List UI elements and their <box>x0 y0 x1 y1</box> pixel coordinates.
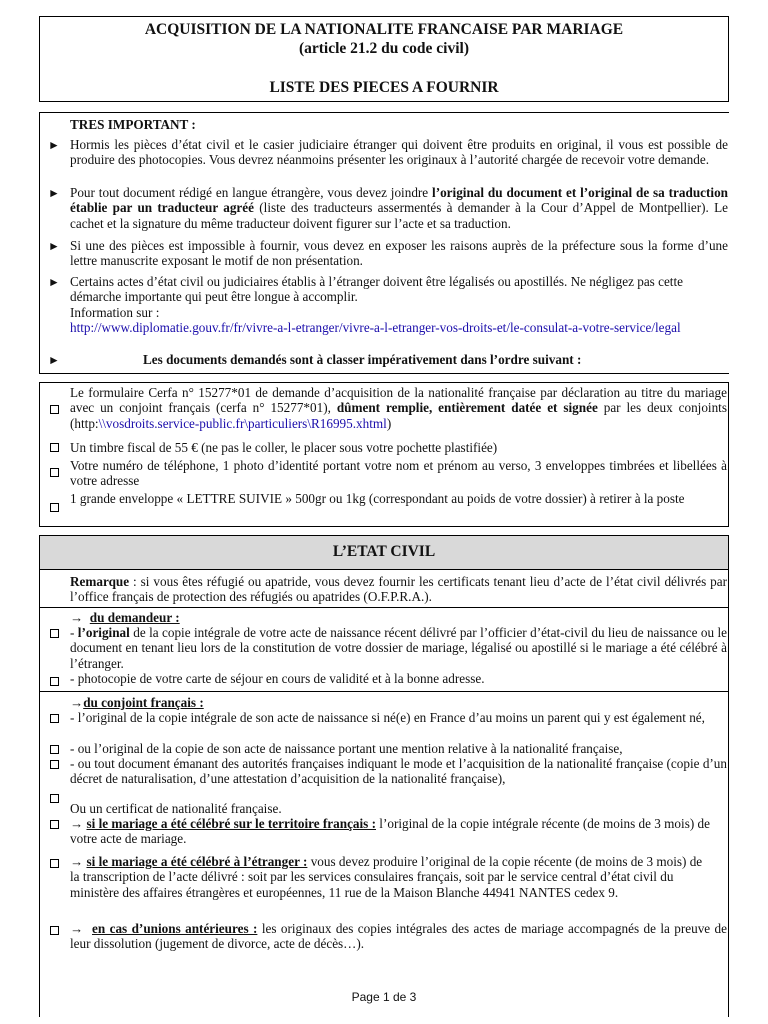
order-instruction: Les documents demandés sont à classer impérativement dans l’ordre suivant : <box>143 352 582 367</box>
conjoint-title: du conjoint français : <box>83 695 204 710</box>
important-item-4: Certains actes d’état civil ou judiciaires établis à l’étranger doivent être légalisés ou apostillés. Ne négligez pas cette démarche importante qui peut être longue à accomplir. <box>70 274 683 305</box>
unions-text: les originaux des copies intégrales des actes de mariage accompagnés de la preuve de leur dissolution (jugement de divorce, acte de décès…). <box>70 921 727 952</box>
arrow-icon: → <box>70 854 84 869</box>
important-item-2 <box>70 185 728 231</box>
checkbox[interactable] <box>50 503 59 512</box>
cerfa-text-end: ) <box>386 415 392 431</box>
bullet-icon: ► <box>48 138 60 152</box>
cerfa-text-2: par les deux conjoints (http: <box>70 400 727 431</box>
conjoint-item-4: Ou un certificat de nationalité française. <box>70 801 282 816</box>
checkbox[interactable] <box>50 859 59 868</box>
unions-title: en cas d’unions antérieures : <box>92 921 258 936</box>
checkbox[interactable] <box>50 794 59 803</box>
mariage-france <box>70 816 715 847</box>
diplomatie-link[interactable]: http://www.diplomatie.gouv.fr/fr/vivre-a-l-etranger/vivre-a-l-etranger-vos-droits-et/le-consulat-a-votre-service/legal <box>70 320 681 335</box>
demandeur-acte-text: de la copie intégrale de votre acte de naissance récent délivré par l’officier d’état-civil du lieu de naissance ou le document en tenant lieu lors de la constitution de votre dossier de mariage, légalisé ou apostillé si le mariage a été célébré à l’étranger. <box>70 625 727 671</box>
checkbox[interactable] <box>50 820 59 829</box>
checkbox[interactable] <box>50 443 59 452</box>
etat-civil-header <box>39 535 729 570</box>
original-bold: l’original <box>77 625 130 640</box>
unions-anterieures <box>70 921 727 952</box>
arrow-icon: → <box>70 695 84 710</box>
divider <box>39 691 729 692</box>
checkbox[interactable] <box>50 714 59 723</box>
info-label: Information sur : <box>70 305 160 320</box>
checkbox[interactable] <box>50 745 59 754</box>
page-number: Page 1 de 3 <box>351 990 417 1004</box>
enveloppe-item: 1 grande enveloppe « LETTRE SUIVIE » 500gr ou 1kg (correspondant au poids de votre dossier) à retirer à la poste <box>70 491 685 506</box>
mariage-france-text: l’original de la copie intégrale récente (de moins de 3 mois) de votre acte de mariage. <box>70 816 710 847</box>
important-item-3: Si une des pièces est impossible à fournir, vous devez en exposer les raisons auprès de la préfecture sous la forme d’une lettre manuscrite exposant le motif de non présentation. <box>70 238 728 269</box>
remark-text: : si vous êtes réfugié ou apatride, vous devez fournir les certificats tenant lieu d’acte de l’état civil délivrés par l’office français de protection des réfugiés ou apatrides (O.F.P.R.A.). <box>70 574 727 605</box>
bullet-icon: ► <box>48 353 60 367</box>
dash: - <box>70 625 78 640</box>
bullet-icon: ► <box>48 186 60 200</box>
conjoint-item-2: - ou l’original de la copie de son acte de naissance portant une mention relative à la nationalité française, <box>70 741 623 756</box>
cerfa-text: Le formulaire Cerfa n° 15277*01 de demande d’acquisition de la nationalité française par déclaration au titre du mariage avec un conjoint français (cerfa n° 15277*01), <box>70 385 727 416</box>
item-2-text: Pour tout document rédigé en langue étrangère, vous devez joindre <box>70 185 433 200</box>
mariage-etranger <box>70 854 710 900</box>
important-item-1: Hormis les pièces d’état civil et le casier judiciaire étranger qui doivent être produits en original, il vous est possible de produire des photocopies. Vous devrez néanmoins présenter les originaux à l’autorité chargée de recevoir votre demande. <box>70 137 728 168</box>
telephone-item: Votre numéro de téléphone, 1 photo d’identité portant votre nom et prénom au verso, 3 enveloppes timbrées et libellées à votre adresse <box>70 458 727 489</box>
cerfa-item <box>70 385 727 431</box>
demandeur-heading <box>70 610 180 625</box>
document-subtitle: (article 21.2 du code civil) <box>298 40 470 57</box>
checkbox[interactable] <box>50 629 59 638</box>
bullet-icon: ► <box>48 239 60 253</box>
arrow-icon: → <box>70 816 84 831</box>
demandeur-title: du demandeur : <box>89 610 180 625</box>
item-2-text-end: (liste des traducteurs assermentés à demander à la Cour d’Appel de Montpellier). Le cachet et la signature du même traducteur doivent figurer sur l’acte et sa traduction. <box>70 200 728 231</box>
demandeur-carte-sejour: - photocopie de votre carte de séjour en cours de validité et à la bonne adresse. <box>70 671 485 686</box>
mariage-etranger-title: si le mariage a été célébré à l’étranger : <box>86 854 308 869</box>
mariage-etranger-text: vous devez produire l’original de la copie récente (de moins de 3 mois) de la transcription de l’acte délivré : soit par les services consulaires français, soit par le service central d’état civil du ministère des affaires étrangères et européennes, 11 rue de la Maison Blanche 44941 NANTES cedex 9. <box>70 854 703 900</box>
remark-label: Remarque <box>70 574 130 589</box>
checkbox[interactable] <box>50 760 59 769</box>
header-box <box>39 16 729 102</box>
mariage-france-title: si le mariage a été célébré sur le territoire français : <box>86 816 376 831</box>
conjoint-heading <box>70 695 204 710</box>
conjoint-item-3: - ou tout document émanant des autorités françaises indiquant le mode et l’acquisition de la nationalité française (copie d’un décret de naturalisation, d’une attestation d’acquisition de la nationalité française), <box>70 756 727 787</box>
conjoint-item-1: - l’original de la copie intégrale de son acte de naissance si né(e) en France d’au moins un parent qui y est également né, <box>70 710 705 725</box>
remark <box>70 574 727 605</box>
checkbox[interactable] <box>50 405 59 414</box>
cerfa-bold: dûment remplie, entièrement datée et signée <box>336 400 598 416</box>
item-2-bold: l’original du document et l’original de sa traduction établie par un traducteur agréé <box>70 185 728 216</box>
service-public-link[interactable]: \\vosdroits.service-public.fr\particuliers\R16995.xhtml <box>98 415 387 431</box>
bullet-icon: ► <box>48 275 60 289</box>
demandeur-acte <box>70 625 727 671</box>
list-title: LISTE DES PIECES A FOURNIR <box>269 79 499 96</box>
document-title: ACQUISITION DE LA NATIONALITE FRANCAISE PAR MARIAGE <box>144 21 624 38</box>
arrow-icon: → <box>70 921 84 936</box>
checkbox[interactable] <box>50 677 59 686</box>
important-heading: TRES IMPORTANT : <box>70 117 196 132</box>
checkbox[interactable] <box>50 468 59 477</box>
etat-civil-heading: L’ETAT CIVIL <box>332 543 436 560</box>
checkbox[interactable] <box>50 926 59 935</box>
timbre-item: Un timbre fiscal de 55 € (ne pas le coller, le placer sous votre pochette plastifiée) <box>70 440 498 455</box>
arrow-icon: → <box>70 610 84 625</box>
